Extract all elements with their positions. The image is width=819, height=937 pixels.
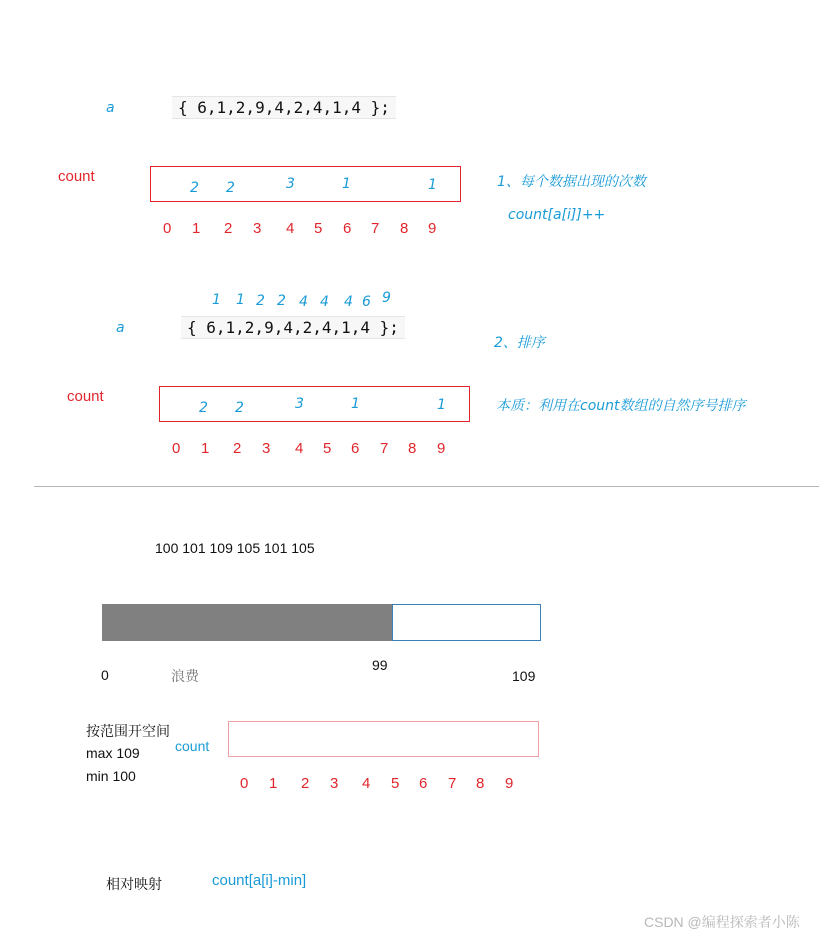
sorted-value: 4 [320,294,329,310]
index-label: 9 [437,440,446,457]
index-label: 9 [428,220,437,237]
sorted-value: 1 [212,292,221,308]
sorted-value: 6 [362,294,371,310]
index-label: 5 [391,775,400,792]
range-end-label: 109 [512,668,536,684]
sorted-value: 4 [344,294,353,310]
note-count-occurrences: 1、每个数据出现的次数 [497,174,646,190]
index-label: 0 [163,220,172,237]
relative-mapping-label: 相对映射 [106,876,162,892]
sorted-value: 2 [277,293,286,309]
note-sort-step: 2、排序 [494,335,545,351]
index-label: 2 [233,440,242,457]
count-value: 1 [342,176,351,192]
count-value: 2 [190,180,199,196]
index-label: 6 [419,775,428,792]
index-label: 6 [343,220,352,237]
range-alloc-title: 按范围开空间 [86,723,170,739]
count-label: count [58,168,95,185]
count-array-box [228,721,539,757]
index-label: 7 [448,775,457,792]
range-start-label: 0 [101,667,109,683]
count-value: 1 [428,177,437,193]
count-value: 2 [235,400,244,416]
index-label: 0 [172,440,181,457]
index-label: 7 [380,440,389,457]
index-label: 5 [314,220,323,237]
index-label: 2 [301,775,310,792]
index-label: 0 [240,775,249,792]
index-label: 1 [192,220,201,237]
count-value: 1 [351,396,360,412]
sorted-value: 4 [299,294,308,310]
watermark: CSDN @编程探索者小陈 [644,914,800,930]
index-label: 3 [330,775,339,792]
count-value: 2 [199,400,208,416]
index-label: 9 [505,775,514,792]
index-label: 7 [371,220,380,237]
sample-numbers: 100 101 109 105 101 105 [155,540,315,556]
count-value: 3 [295,396,304,412]
section-divider [34,486,819,487]
note-count-increment: count[a[i]]++ [508,207,606,223]
sorted-value: 9 [382,290,391,306]
index-label: 4 [362,775,371,792]
count-label: count [175,738,210,754]
array-a-label: a [106,100,115,116]
array-literal: { 6,1,2,9,4,2,4,1,4 }; [181,316,405,339]
count-value: 3 [286,176,295,192]
min-value: min 100 [86,768,136,784]
index-label: 8 [400,220,409,237]
count-label: count [67,388,104,405]
index-label: 8 [476,775,485,792]
index-label: 3 [262,440,271,457]
waste-label: 浪费 [171,668,199,684]
index-label: 2 [224,220,233,237]
sorted-value: 1 [236,292,245,308]
index-label: 5 [323,440,332,457]
index-label: 1 [201,440,210,457]
index-label: 8 [408,440,417,457]
count-value: 1 [437,397,446,413]
used-range-bar [392,604,541,641]
index-label: 6 [351,440,360,457]
index-label: 1 [269,775,278,792]
sorted-value: 2 [256,293,265,309]
index-label: 3 [253,220,262,237]
array-literal: { 6,1,2,9,4,2,4,1,4 }; [172,96,396,119]
count-value: 2 [226,180,235,196]
index-label: 4 [295,440,304,457]
index-label: 4 [286,220,295,237]
note-sort-essence: 本质：利用在count数组的自然序号排序 [496,398,746,414]
range-mid-label: 99 [372,657,388,673]
array-a-label: a [116,320,125,336]
max-value: max 109 [86,745,140,761]
wasted-range-bar [102,604,393,641]
relative-mapping-formula: count[a[i]-min] [212,872,307,889]
